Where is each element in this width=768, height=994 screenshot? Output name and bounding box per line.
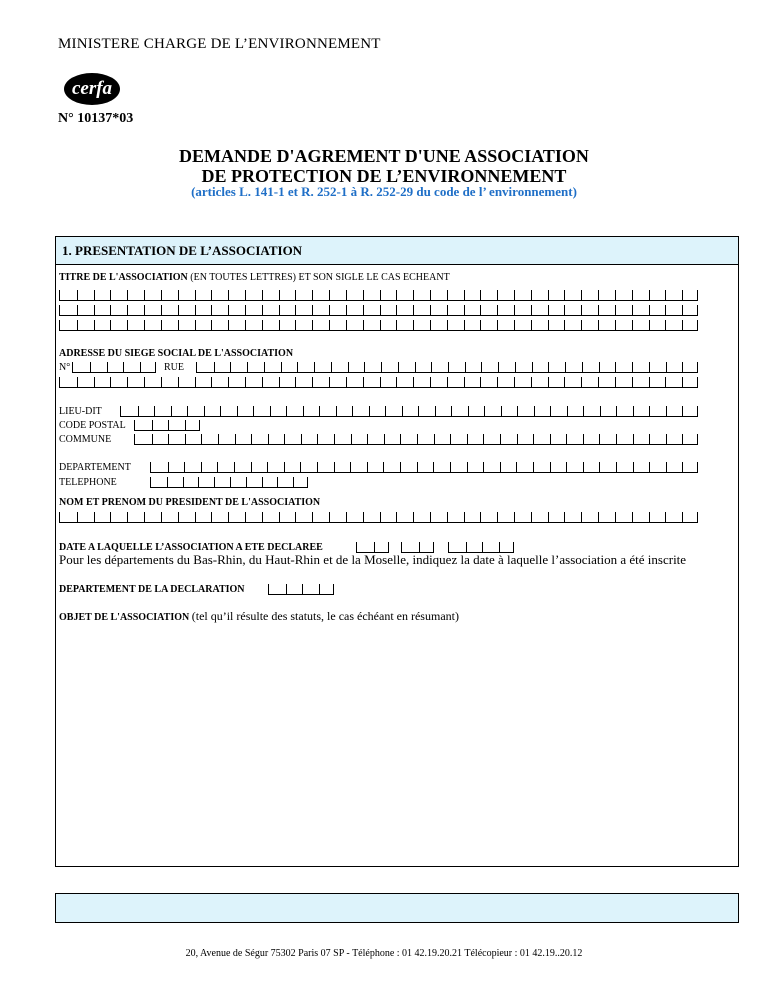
telephone-field[interactable]	[150, 477, 308, 488]
footer-address: 20, Avenue de Ségur 75302 Paris 07 SP - Téléphone : 01 42.19.20.21 Télécopieur : 01 42.19..20.12	[185, 948, 583, 959]
form-subtitle: (articles L. 141-1 et R. 252-1 à R. 252-29 du code de l’ environnement)	[191, 184, 577, 199]
form-title-line2: DE PROTECTION DE L’ENVIRONNEMENT	[201, 166, 567, 186]
departement-label: DEPARTEMENT	[59, 462, 131, 473]
date-year-field[interactable]	[448, 542, 514, 553]
code-postal-field[interactable]	[134, 420, 200, 431]
cerfa-logo: cerfa	[64, 73, 120, 105]
cerfa-number: N° 10137*03	[58, 111, 134, 126]
titre-label-detail: (EN TOUTES LETTRES) ET SON SIGLE LE CAS ECHEANT	[190, 272, 450, 283]
titre-field-line-1[interactable]	[59, 290, 698, 301]
ministry-name: MINISTERE CHARGE DE L’ENVIRONNEMENT	[58, 36, 381, 52]
titre-field-line-2[interactable]	[59, 305, 698, 316]
objet-label-main: OBJET DE L'ASSOCIATION	[59, 612, 190, 623]
date-month-field[interactable]	[401, 542, 434, 553]
date-day-field[interactable]	[356, 542, 389, 553]
objet-label-detail: (tel qu’il résulte des statuts, le cas échéant en résumant)	[191, 609, 459, 623]
dept-declaration-label: DEPARTEMENT DE LA DECLARATION	[59, 584, 245, 595]
president-field[interactable]	[59, 512, 698, 523]
rue-field[interactable]	[196, 362, 698, 373]
titre-field-line-3[interactable]	[59, 320, 698, 331]
dept-declaration-field[interactable]	[268, 584, 334, 595]
departement-field[interactable]	[150, 462, 698, 473]
adresse-field-line-2[interactable]	[59, 377, 698, 388]
titre-label	[59, 272, 450, 283]
footer-box	[55, 893, 739, 923]
objet-label	[59, 609, 459, 624]
president-label: NOM ET PRENOM DU PRESIDENT DE L'ASSOCIATION	[59, 497, 321, 508]
lieu-dit-field[interactable]	[120, 406, 698, 417]
numero-label: N°	[59, 362, 71, 373]
date-label: DATE A LAQUELLE L’ASSOCIATION A ETE DECLAREE	[59, 542, 323, 553]
commune-label: COMMUNE	[59, 434, 112, 445]
titre-label-main: TITRE DE L'ASSOCIATION	[59, 272, 188, 283]
commune-field[interactable]	[134, 434, 698, 445]
section-heading: 1. PRESENTATION DE L’ASSOCIATION	[55, 236, 739, 265]
code-postal-label: CODE POSTAL	[59, 420, 126, 431]
telephone-label: TELEPHONE	[59, 477, 117, 488]
adresse-label: ADRESSE DU SIEGE SOCIAL DE L'ASSOCIATION	[59, 348, 294, 359]
date-note: Pour les départements du Bas-Rhin, du Haut-Rhin et de la Moselle, indiquez la date à laquelle l’association a été inscrite	[59, 552, 687, 567]
numero-field[interactable]	[72, 362, 156, 373]
rue-label: RUE	[164, 362, 184, 373]
objet-field[interactable]	[60, 628, 734, 863]
form-title-line1: DEMANDE D'AGREMENT D'UNE ASSOCIATION	[179, 146, 589, 166]
lieu-dit-label: LIEU-DIT	[59, 406, 102, 417]
